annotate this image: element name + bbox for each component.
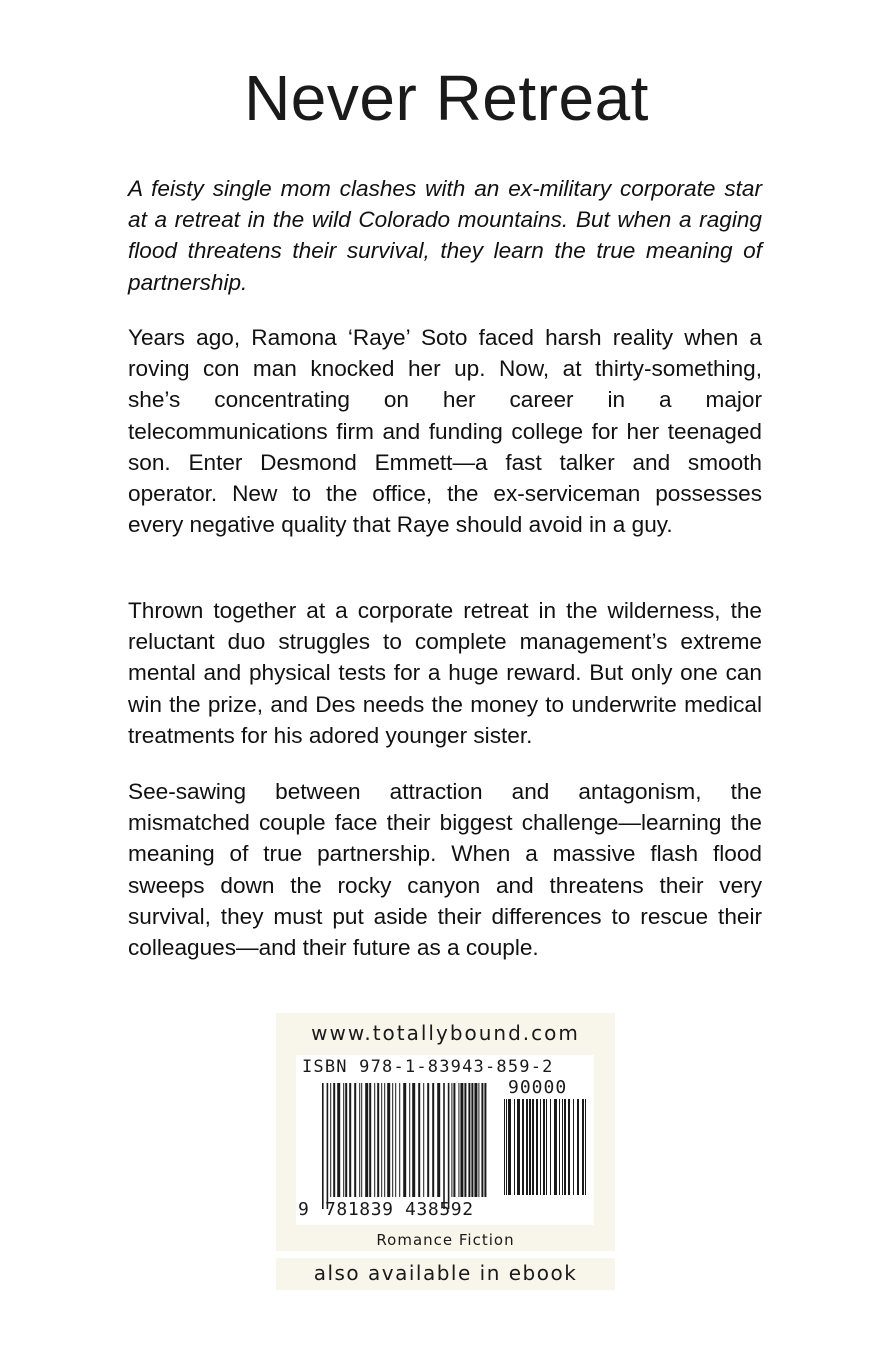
barcode-bar [384, 1083, 385, 1197]
barcode-bar [546, 1099, 547, 1195]
barcode-bar [550, 1099, 551, 1195]
barcode-bar [508, 1099, 511, 1195]
barcode-bar [526, 1099, 528, 1195]
barcode-bar [564, 1099, 566, 1195]
blurb-paragraph-2: Thrown together at a corporate retreat in the wilderness, the reluctant duo struggles to complete management’s extreme mental and physical tests for a huge reward. But only one can win the prize, and Des needs the money to underwrite medical treatments for his adored younger sister. [128, 598, 762, 748]
blurb-paragraph-3: See-sawing between attraction and antagonism, the mismatched couple face their biggest challenge—learning the meaning of true partnership. When a massive flash flood sweeps down the rocky canyon and threatens their very survival, they must put aside their differences to rescue their colleagues—and their future as a couple. [128, 779, 762, 961]
barcode-bar [478, 1083, 479, 1197]
barcode-bar [369, 1083, 371, 1197]
barcode-bar [559, 1099, 560, 1195]
isbn-barcode [296, 1055, 594, 1225]
barcode-bar [381, 1083, 382, 1197]
barcode-bar [343, 1083, 344, 1197]
ean-digits: 781839 438592 [325, 1199, 474, 1220]
barcode-bar [577, 1099, 579, 1195]
barcode-bar [504, 1099, 505, 1195]
barcode-bar [387, 1083, 390, 1197]
barcode-bar [361, 1083, 362, 1197]
barcode-bar [562, 1099, 563, 1195]
blurb-paragraph-1: Years ago, Ramona ‘Raye’ Soto faced harsh reality when a roving con man knocked her up. Now, at thirty-something, she’s concentrating on her career in a major telecommunications firm and funding college for her teenaged son. Enter Desmond Emmett—a fast talker and smooth operator. New to the office, the ex-serviceman possesses every negative quality that Raye should avoid in a guy. [128, 325, 762, 538]
barcode-bar [374, 1083, 375, 1197]
barcode-bar [418, 1083, 420, 1197]
ebook-panel [276, 1258, 615, 1290]
barcode-bar [573, 1099, 574, 1195]
barcode-bar [481, 1083, 483, 1197]
isbn-label: ISBN 978-1-83943-859-2 [302, 1057, 554, 1077]
book-title: Never Retreat [244, 62, 649, 134]
barcode-bar [432, 1083, 434, 1197]
ean-first-digit: 9 [298, 1199, 309, 1220]
barcode-bar [403, 1083, 406, 1197]
barcode-bar [540, 1099, 541, 1195]
barcode-bar [448, 1083, 450, 1209]
barcode-bar [468, 1083, 470, 1197]
barcode-bar [377, 1083, 379, 1197]
barcode-bar [412, 1083, 415, 1197]
barcode-bar [437, 1083, 440, 1197]
barcode-bar [460, 1083, 463, 1197]
barcode-bar [359, 1083, 360, 1197]
barcode-panel [276, 1013, 615, 1251]
barcode-bar [514, 1099, 515, 1195]
barcode-bar [568, 1099, 570, 1195]
barcode-bar [327, 1083, 329, 1209]
barcode-bar [506, 1099, 507, 1195]
barcode-bar [464, 1083, 466, 1197]
barcode-bar [392, 1083, 393, 1197]
barcode-bar [345, 1083, 347, 1197]
barcode-bar [484, 1083, 486, 1197]
barcode-bar [554, 1099, 557, 1195]
barcode-bar [337, 1083, 340, 1197]
barcode-bar [349, 1083, 351, 1197]
barcode-bar [585, 1099, 586, 1195]
barcode-bar [322, 1083, 324, 1209]
barcode-bar [330, 1083, 331, 1197]
barcode-bar [536, 1099, 538, 1195]
book-tagline: A feisty single mom clashes with an ex-military corporate star at a retreat in the wild Colorado mountains. But when a raging flood threatens their survival, they learn the true meaning of partnership. [128, 176, 762, 295]
barcode-bar [517, 1099, 520, 1195]
publisher-website: www.totallybound.com [311, 1021, 580, 1045]
barcode-bar [471, 1083, 473, 1197]
barcode-bar [409, 1083, 410, 1197]
barcode-bar [522, 1099, 524, 1195]
barcode-bar [529, 1099, 531, 1195]
barcode-bar [365, 1083, 368, 1197]
barcode-bar [427, 1083, 429, 1197]
barcode-bar [399, 1083, 400, 1197]
ebook-note: also available in ebook [313, 1261, 578, 1285]
price-code: 90000 [508, 1077, 568, 1098]
barcode-bar [423, 1083, 424, 1197]
barcode-bar [458, 1083, 459, 1197]
barcode-bar [354, 1083, 356, 1197]
barcode-bar [333, 1083, 335, 1197]
barcode-bar [395, 1083, 396, 1197]
barcode-bar [453, 1083, 455, 1197]
barcode-bar [582, 1099, 584, 1195]
barcode-bar [443, 1083, 445, 1209]
barcode-bar [451, 1083, 452, 1197]
genre-label: Romance Fiction [376, 1231, 515, 1249]
barcode-bar [532, 1099, 534, 1195]
barcode-bar [543, 1099, 545, 1195]
barcode-bar [474, 1083, 477, 1197]
